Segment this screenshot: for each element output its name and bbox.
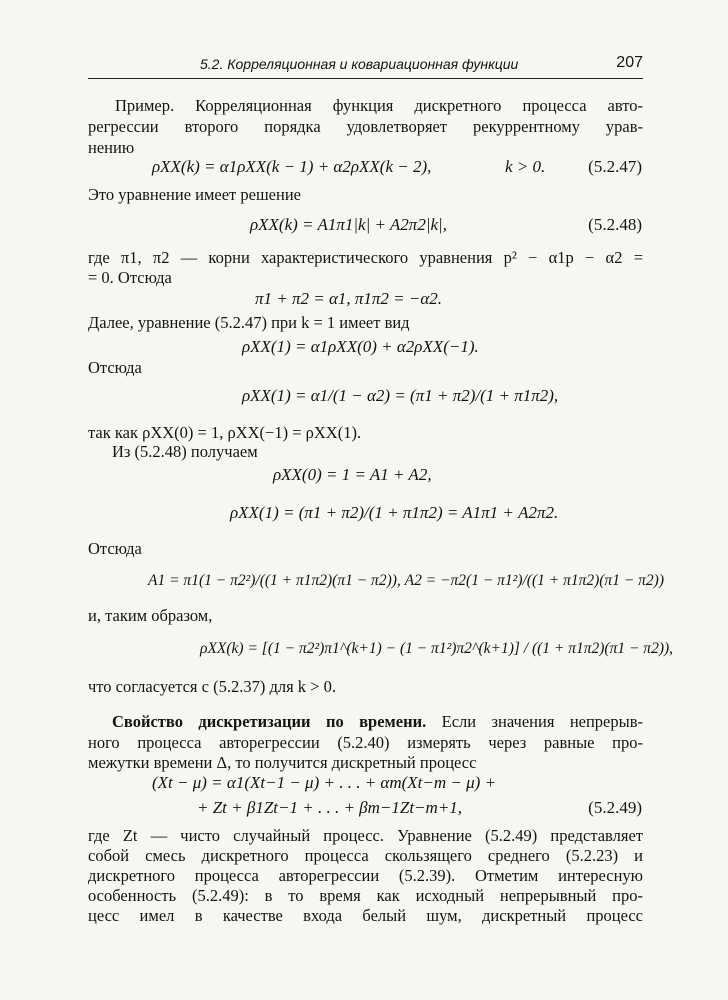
text-line: дискретного процесса авторегрессии (5.2.39). Отметим интересную bbox=[88, 866, 643, 885]
equation-k-equals-1: ρXX(1) = α1ρXX(0) + α2ρXX(−1). bbox=[242, 337, 479, 356]
text-line: межутки времени Δ, то получится дискретный процесс bbox=[88, 753, 477, 772]
text-line: где Zt — чисто случайный процесс. Уравнение (5.2.49) представляет bbox=[88, 826, 643, 845]
text-line: ного процесса авторегрессии (5.2.40) измерять через равные про- bbox=[88, 733, 643, 752]
equation-5-2-48: ρXX(k) = A1π1|k| + A2π2|k|, bbox=[250, 215, 447, 234]
text-line: Отсюда bbox=[88, 539, 142, 558]
text-line: = 0. Отсюда bbox=[88, 268, 172, 287]
text-line: где π1, π2 — корни характеристического уравнения p² − α1p − α2 = bbox=[88, 248, 643, 267]
text-line: особенность (5.2.49): в то время как исходный непрерывный про- bbox=[88, 886, 643, 905]
equation-number: (5.2.47) bbox=[588, 157, 642, 176]
text-line: что согласуется с (5.2.37) для k > 0. bbox=[88, 677, 336, 696]
equation-roots: π1 + π2 = α1, π1π2 = −α2. bbox=[255, 289, 443, 308]
text-line: Далее, уравнение (5.2.47) при k = 1 имеет вид bbox=[88, 313, 410, 332]
equation-condition: k > 0. bbox=[505, 157, 546, 176]
equation-rho-k: ρXX(k) = [(1 − π2²)π1^(k+1) − (1 − π1²)π2^(k+1)] / ((1 + π1π2)(π1 − π2)), bbox=[200, 640, 674, 657]
text-line: так как ρXX(0) = 1, ρXX(−1) = ρXX(1). bbox=[88, 423, 362, 442]
paragraph-line bbox=[112, 712, 643, 732]
equation-rho-0: ρXX(0) = 1 = A1 + A2, bbox=[273, 465, 432, 484]
equation-rho-1-second: ρXX(1) = (π1 + π2)/(1 + π1π2) = A1π1 + A2π2. bbox=[230, 503, 559, 522]
text-line: Отсюда bbox=[88, 358, 142, 377]
equation-number: (5.2.49) bbox=[588, 798, 642, 817]
equation-5-2-47: ρXX(k) = α1ρXX(k − 1) + α2ρXX(k − 2), bbox=[152, 157, 432, 176]
text-line: Пример. Корреляционная функция дискретного процесса авто- bbox=[115, 96, 643, 115]
page-number: 207 bbox=[616, 54, 643, 71]
text-line: Это уравнение имеет решение bbox=[88, 185, 301, 204]
text-line: нению bbox=[88, 138, 135, 157]
running-header bbox=[88, 54, 643, 79]
text-line: Из (5.2.48) получаем bbox=[112, 442, 258, 461]
text-line: собой смесь дискретного процесса скользящего среднего (5.2.23) и bbox=[88, 846, 643, 865]
text-line: регрессии второго порядка удовлетворяет рекуррентному урав- bbox=[88, 117, 643, 136]
text-line: цесс имел в качестве входа белый шум, дискретный процесс bbox=[88, 906, 643, 925]
equation-5-2-49-line1: (Xt − μ) = α1(Xt−1 − μ) + . . . + αm(Xt−m − μ) + bbox=[152, 773, 497, 792]
text-line: и, таким образом, bbox=[88, 606, 213, 625]
running-title: 5.2. Корреляционная и ковариационная функции bbox=[200, 56, 519, 72]
section-heading: Свойство дискретизации по времени. bbox=[112, 712, 427, 731]
equation-rho-1: ρXX(1) = α1/(1 − α2) = (π1 + π2)/(1 + π1π2), bbox=[242, 386, 559, 405]
equation-5-2-49-line2: + Zt + β1Zt−1 + . . . + βm−1Zt−m+1, bbox=[197, 798, 463, 817]
text-span: Если значения непрерыв- bbox=[426, 712, 644, 731]
equation-coefficients: A1 = π1(1 − π2²)/((1 + π1π2)(π1 − π2)), A2 = −π2(1 − π1²)/((1 + π1π2)(π1 − π2)) bbox=[148, 572, 664, 589]
equation-number: (5.2.48) bbox=[588, 215, 642, 234]
